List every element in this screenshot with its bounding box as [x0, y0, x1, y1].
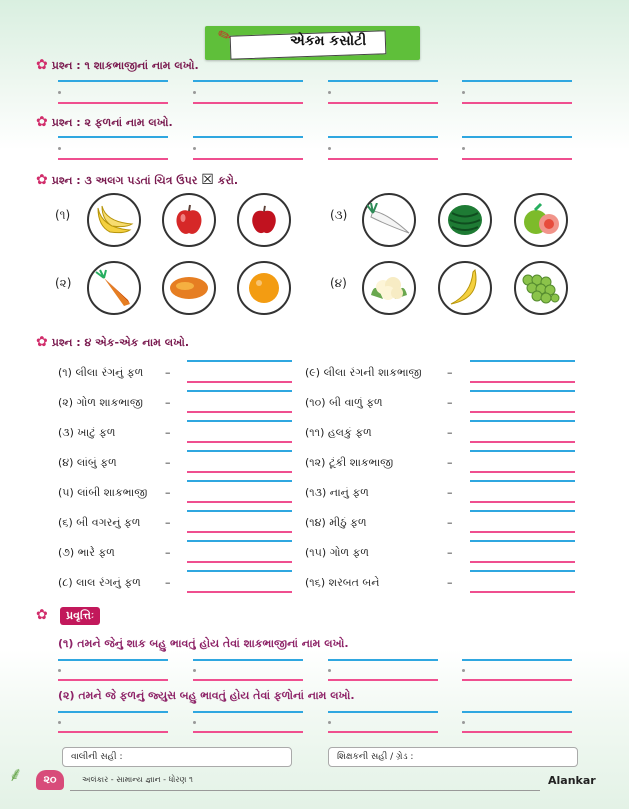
question-3-label-end: કરો. [217, 174, 239, 187]
footer-text: અલંકાર - સામાન્ય જ્ઞાન - ધોરણ ૧ [82, 775, 193, 784]
q4-item: (૧૫) ગોળ ફળ [305, 546, 369, 559]
q4-item: (૧૧) હલકું ફળ [305, 426, 372, 439]
banana-icon [94, 202, 134, 238]
group-3-number: (૩) [330, 208, 348, 222]
question-2-label: પ્રશ્ન : ૨ ફળનાં નામ લખો. [51, 116, 173, 129]
q4-item: (૧૦) બી વાળું ફળ [305, 396, 383, 409]
carrot-icon [94, 268, 134, 308]
apple-icon [248, 204, 280, 236]
brand-logo: Alankar [548, 774, 596, 787]
q4-item: (૮) લાલ રંગનું ફળ [58, 576, 141, 589]
apple-icon [172, 203, 206, 237]
group-4-number: (૪) [330, 276, 347, 290]
picture-cauliflower[interactable] [362, 261, 416, 315]
activity-2-label: (૨) તમને જે ફળનું જ્યુસ બહુ ભાવતું હોય તેવાં ફળોનાં નામ લખો. [58, 689, 355, 702]
picture-apple-1[interactable] [162, 193, 216, 247]
q4-item: (૯) લીલા રંગની શાકભાજી [305, 366, 422, 379]
parent-signature-label: વાલીની સહી : [71, 752, 123, 762]
group-2-number: (૨) [55, 276, 72, 290]
page-number: ૨૦ [36, 770, 64, 790]
orange-icon [247, 271, 281, 305]
picture-orange[interactable] [237, 261, 291, 315]
picture-watermelon[interactable] [438, 193, 492, 247]
question-2 [36, 114, 173, 130]
picture-papaya[interactable] [162, 261, 216, 315]
q4-item: (૨) ગોળ શાકભાજી [58, 396, 143, 409]
grass-icon: ⸙ [8, 762, 23, 786]
picture-radish[interactable] [362, 193, 416, 247]
papaya-icon [168, 274, 210, 302]
question-4 [36, 334, 189, 350]
q4-item: (૬) બી વગરનું ફળ [58, 516, 141, 529]
q4-item: (૧૩) નાનું ફળ [305, 486, 369, 499]
q4-item: (૧૨) ટૂંકી શાકભાજી [305, 456, 394, 469]
activity-badge: પ્રવૃત્તિઃ [60, 607, 100, 625]
pencil-icon: ✎ [215, 24, 235, 47]
page-title: એકમ કસોટી [290, 33, 367, 49]
teacher-signature-label: શિક્ષકની સહી / ગ્રેડ : [337, 752, 414, 762]
activity-1-label: (૧) તમને જેનું શાક બહુ ભાવતું હોય તેવાં શાકભાજીનાં નામ લખો. [58, 637, 349, 650]
flower-icon: ✿ [36, 172, 48, 188]
picture-guava[interactable] [514, 193, 568, 247]
question-3-label: પ્રશ્ન : ૩ અલગ પડતાં ચિત્ર ઉપર [51, 174, 198, 187]
q4-item: (૧) લીલા રંગનું ફળ [58, 366, 144, 379]
grapes-icon [520, 270, 562, 306]
q4-item: (૫) લાંબી શાકભાજી [58, 486, 148, 499]
q4-item: (૧૪) મીઠું ફળ [305, 516, 367, 529]
flower-icon: ✿ [36, 607, 48, 623]
bottom-background [0, 650, 629, 809]
picture-grapes[interactable] [514, 261, 568, 315]
group-1-number: (૧) [55, 208, 71, 222]
question-1 [36, 57, 199, 73]
question-3 [36, 172, 238, 188]
q4-item: (૭) ભારે ફળ [58, 546, 115, 559]
question-4-label: પ્રશ્ન : ૪ એક-એક નામ લખો. [51, 336, 190, 349]
picture-banana[interactable] [87, 193, 141, 247]
picture-banana-2[interactable] [438, 261, 492, 315]
banana-icon [445, 268, 485, 308]
question-1-label: પ્રશ્ન : ૧ શાકભાજીનાં નામ લખો. [51, 59, 199, 72]
cauliflower-icon [369, 269, 409, 307]
picture-carrot[interactable] [87, 261, 141, 315]
q4-item: (૧૬) શરબત બને [305, 576, 380, 589]
flower-icon: ✿ [36, 114, 48, 130]
q4-item: (૪) લાંબું ફળ [58, 456, 117, 469]
footer-divider [70, 790, 540, 791]
picture-apple-2[interactable] [237, 193, 291, 247]
cross-box-icon: ☒ [201, 172, 214, 188]
flower-icon: ✿ [36, 334, 48, 350]
radish-icon [367, 203, 411, 237]
q4-item: (૩) ખાટું ફળ [58, 426, 116, 439]
watermelon-icon [446, 203, 484, 237]
teacher-signature-box[interactable] [328, 747, 578, 767]
guava-icon [521, 202, 561, 238]
flower-icon: ✿ [36, 57, 48, 73]
parent-signature-box[interactable] [62, 747, 292, 767]
